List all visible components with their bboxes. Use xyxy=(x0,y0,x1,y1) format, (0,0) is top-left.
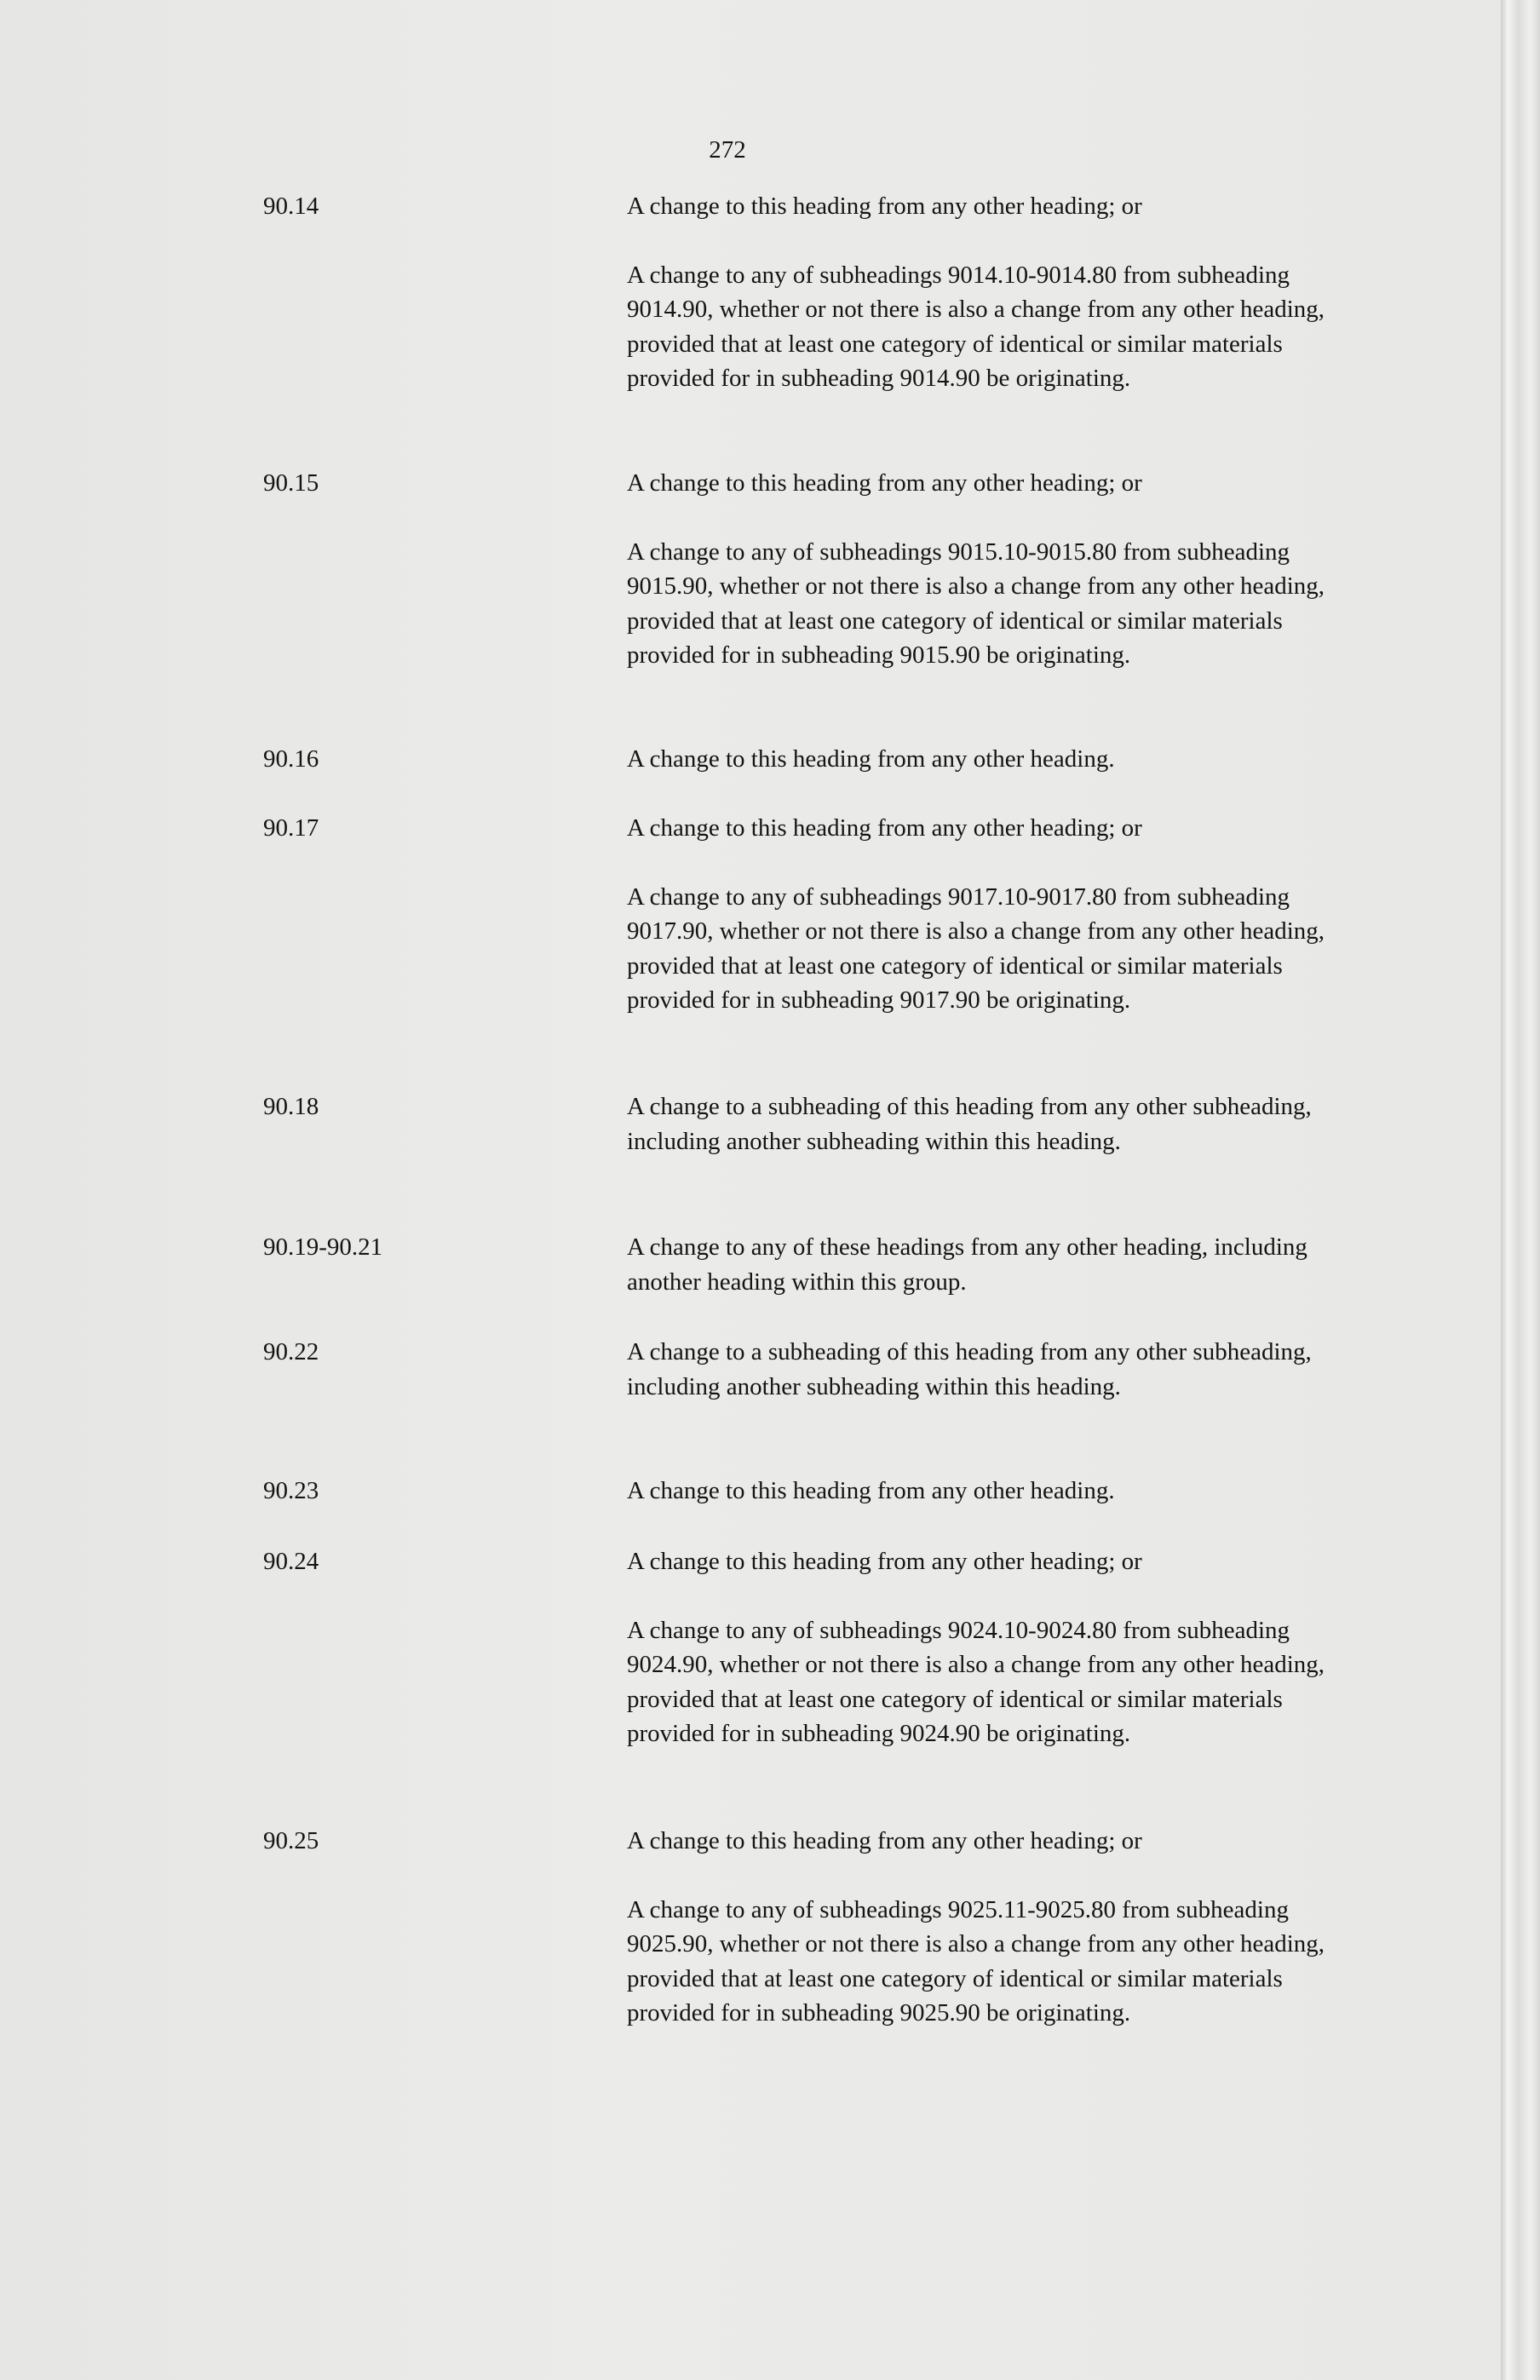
rule-text-block xyxy=(627,1824,1359,2031)
rule-text-block xyxy=(627,189,1359,396)
rule-text: A change to this heading from any other heading; or xyxy=(627,1548,1142,1575)
page-number: 272 xyxy=(709,136,746,164)
rule-text-block xyxy=(627,1230,1359,1299)
heading-code: 90.14 xyxy=(263,193,319,220)
rule-text: A change to any of subheadings 9017.10-9017.80 from subheading 9017.90, whether or not there is also a change from any other heading, provided that at least one category of identical or similar materials provided for in subheading 9017.90 be originating. xyxy=(627,882,1325,1014)
heading-code: 90.23 xyxy=(263,1477,319,1504)
rule-text: A change to this heading from any other heading; or xyxy=(627,1827,1142,1854)
rule-text: A change to this heading from any other heading; or xyxy=(627,814,1142,842)
heading-code: 90.22 xyxy=(263,1338,319,1365)
rule-text-block xyxy=(627,1089,1359,1158)
rule-text: A change to this heading from any other heading; or xyxy=(627,469,1142,497)
heading-code: 90.17 xyxy=(263,814,319,842)
rule-text: A change to a subheading of this heading from any other subheading, including another subheading within this heading. xyxy=(627,1093,1312,1155)
rule-text: A change to any of subheadings 9014.10-9014.80 from subheading 9014.90, whether or not there is also a change from any other heading, provided that at least one category of identical or similar materials provided for in subheading 9014.90 be originating. xyxy=(627,261,1325,392)
rule-text-block xyxy=(627,1474,1359,1509)
rule-text-block xyxy=(627,466,1359,673)
rule-text-block xyxy=(627,742,1359,777)
rule-text: A change to any of subheadings 9015.10-9015.80 from subheading 9015.90, whether or not there is also a change from any other heading, provided that at least one category of identical or similar materials provided for in subheading 9015.90 be originating. xyxy=(627,538,1325,669)
heading-code: 90.15 xyxy=(263,469,319,497)
page-edge xyxy=(1501,0,1540,2380)
heading-code: 90.16 xyxy=(263,745,319,773)
rule-text-block xyxy=(627,1335,1359,1404)
heading-code: 90.18 xyxy=(263,1093,319,1120)
rule-text: A change to any of these headings from any other heading, including another heading within this group. xyxy=(627,1233,1307,1296)
rule-text: A change to a subheading of this heading from any other subheading, including another subheading within this heading. xyxy=(627,1338,1312,1400)
heading-code: 90.25 xyxy=(263,1827,319,1854)
rule-text: A change to this heading from any other heading; or xyxy=(627,193,1142,220)
rule-text-block xyxy=(627,1544,1359,1751)
heading-code: 90.19-90.21 xyxy=(263,1233,383,1261)
rule-text-block xyxy=(627,811,1359,1018)
rule-text: A change to this heading from any other heading. xyxy=(627,1477,1115,1504)
rule-text: A change to any of subheadings 9024.10-9024.80 from subheading 9024.90, whether or not there is also a change from any other heading, provided that at least one category of identical or similar materials provided for in subheading 9024.90 be originating. xyxy=(627,1616,1325,1747)
heading-code: 90.24 xyxy=(263,1548,319,1575)
rule-text: A change to any of subheadings 9025.11-9025.80 from subheading 9025.90, whether or not there is also a change from any other heading, provided that at least one category of identical or similar materials provided for in subheading 9025.90 be originating. xyxy=(627,1895,1325,2026)
rule-text: A change to this heading from any other heading. xyxy=(627,745,1115,773)
